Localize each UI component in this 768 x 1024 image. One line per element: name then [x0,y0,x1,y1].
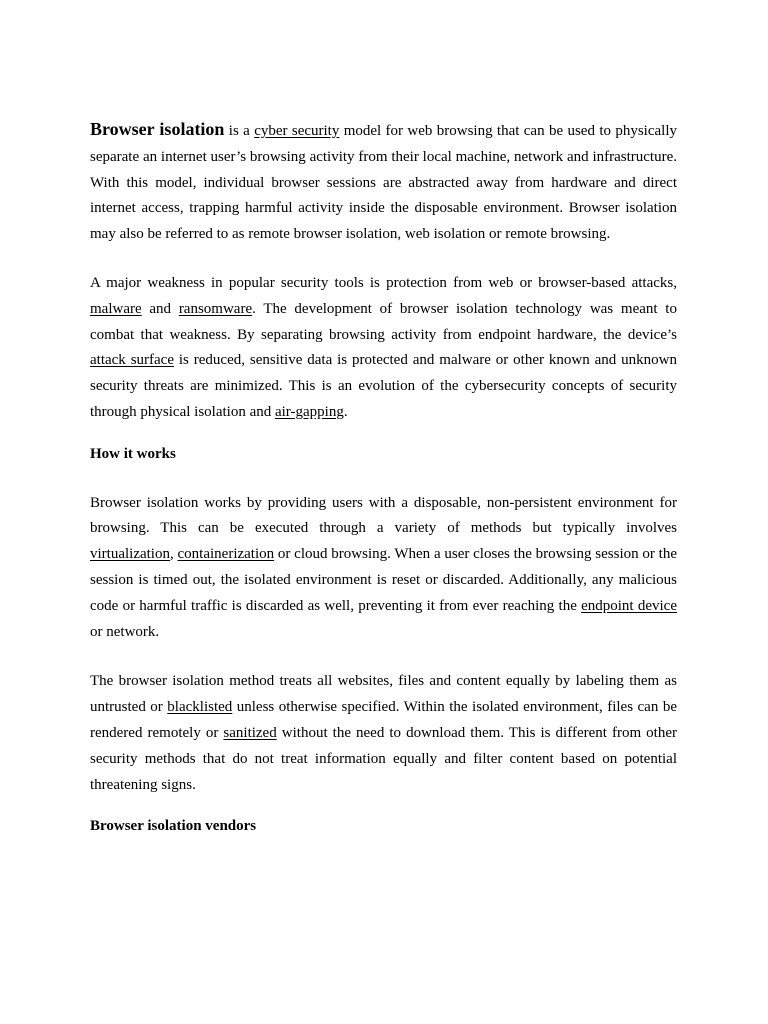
weakness-text-4: is reduced, sensitive data is protected and malware or other known and unknown security threats are minimized. This is an evolution of the cybersecurity concepts of security through physical isolation and [90,352,677,420]
sanitized-link[interactable]: sanitized [223,724,277,741]
intro-paragraph [90,117,677,248]
weakness-text-3: . The development of browser isolation technology was meant to combat that weakness. By separating browsing activity from endpoint hardware, the device’s [90,300,677,343]
how-text-4: or network. [90,623,160,640]
intro-text-2: model for web browsing that can be used to physically separate an internet user’s browsing activity from their local machine, network and infrastructure. With this model, individual browser sessions are abstracted away from hardware and direct internet access, trapping harmful activity inside the disposable environment. Browser isolation may also be referred to as remote browser isolation, web isolation or remote browsing. [90,123,677,243]
document-page [90,117,677,840]
weakness-paragraph [90,271,677,426]
method-text-3: without the need to download them. This is different from other security methods that do not treat information equally and filter content based on potential threatening signs. [90,724,677,793]
how-text-2: , [169,546,178,563]
cyber-security-link[interactable]: cyber security [254,123,340,139]
how-paragraph [90,491,677,646]
method-paragraph [90,669,677,798]
weakness-text-2: and [141,300,179,317]
containerization-link[interactable]: containerization [177,546,275,563]
ransomware-link[interactable]: ransomware [178,300,253,317]
weakness-text-5: . [343,403,348,420]
air-gapping-link[interactable]: air-gapping [274,403,344,420]
how-text-1: Browser isolation works by providing users with a disposable, non-persistent environment for browsing. This can be executed through a variety of methods but typically involves [90,494,677,537]
method-text-1: The browser isolation method treats all websites, files and content equally by labeling them as untrusted or [90,673,677,716]
how-text-3: or cloud browsing. When a user closes the browsing session or the session is timed out, the isolated environment is reset or discarded. Additionally, any malicious code or harmful traffic is discarded as well, preventing it from ever reaching the [90,546,677,614]
vendors-heading: Browser isolation vendors [90,818,257,835]
attack-surface-link[interactable]: attack surface [90,352,174,369]
virtualization-link[interactable]: virtualization [90,546,170,563]
intro-text-1: is a [224,123,255,139]
how-it-works-heading: How it works [90,445,176,462]
weakness-text-1: A major weakness in popular security tools is protection from web or browser-based attacks, [90,274,677,291]
lead-term: Browser isolation [90,119,225,139]
endpoint-device-link[interactable]: endpoint device [581,597,677,614]
method-text-2: unless otherwise specified. Within the isolated environment, files can be rendered remotely or [90,699,677,741]
malware-link[interactable]: malware [90,300,142,317]
blacklisted-link[interactable]: blacklisted [167,699,233,716]
